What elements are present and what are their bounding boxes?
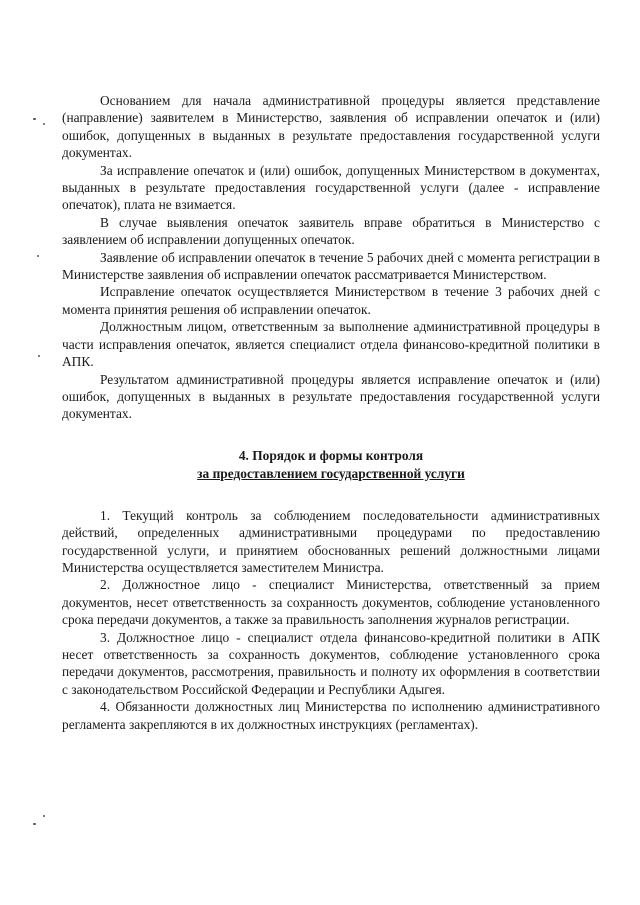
control-item-4: 4. Обязанности должностных лиц Министерства по исполнению административного регламента закрепляются в их должностных инструкциях (регламентах).: [62, 699, 600, 732]
section-heading-line1: 4. Порядок и формы контроля: [238, 447, 424, 463]
scan-speck: [43, 123, 45, 125]
control-item-1: 1. Текущий контроль за соблюдением последовательности административных действий, определенных административными процедурами по предоставлению государственной услуги, и принятием обоснованных решений должностными лицами Министерства осуществляется заместителем Министра.: [62, 507, 600, 575]
paragraph-correction-term: Исправление опечаток осуществляется Министерством в течение 3 рабочих дней с момента принятия решения об исправлении опечаток.: [62, 284, 600, 317]
paragraph-basis: Основанием для начала административной процедуры является представление (направление) заявителем в Министерство, заявления об исправлении опечаток и (или) ошибок, допущенных в выданных в результате предоставления государственной услуги документах.: [62, 93, 600, 161]
control-item-3: 3. Должностное лицо - специалист отдела финансово-кредитной политики в АПК несет ответственность за сохранность документов, соблюдение установленного срока передачи документов, рассмотрения, правильность и полноту их оформления в соответствии с законодательством Российской Федерации и Республики Адыгея.: [62, 629, 600, 697]
scan-speck: [43, 815, 45, 817]
paragraph-no-fee: За исправление опечаток и (или) ошибок, допущенных Министерством в документах, выданных в результате предоставления государственной услуги (далее - исправление опечаток), плата не взимается.: [62, 162, 600, 213]
control-item-2: 2. Должностное лицо - специалист Министерства, ответственный за прием документов, несет ответственность за сохранность документов, соблюдение установленного срока передачи документов, а также за правильность заполнения журналов регистрации.: [62, 577, 600, 628]
paragraph-result: Результатом административной процедуры является исправление опечаток и (или) ошибок, допущенных в выданных в результате предоставления государственной услуги документах.: [62, 371, 600, 422]
section-heading-line2: за предоставлением государственной услуги: [197, 465, 465, 481]
scan-speck: [37, 255, 39, 257]
scan-speck: [33, 118, 36, 120]
section-heading: [62, 447, 600, 483]
paragraph-responsible-official: Должностным лицом, ответственным за выполнение административной процедуры в части исправления опечаток, является специалист отдела финансово-кредитной политики в АПК.: [62, 319, 600, 370]
paragraph-applicant-right: В случае выявления опечаток заявитель вправе обратиться в Министерство с заявлением об исправлении допущенных опечаток.: [62, 214, 600, 248]
document-page: [62, 92, 600, 733]
scan-speck: [33, 823, 36, 825]
scan-speck: [38, 355, 40, 357]
paragraph-review-term: Заявление об исправлении опечаток в течение 5 рабочих дней с момента регистрации в Министерстве заявления об исправлении опечаток рассматривается Министерством.: [62, 249, 600, 283]
